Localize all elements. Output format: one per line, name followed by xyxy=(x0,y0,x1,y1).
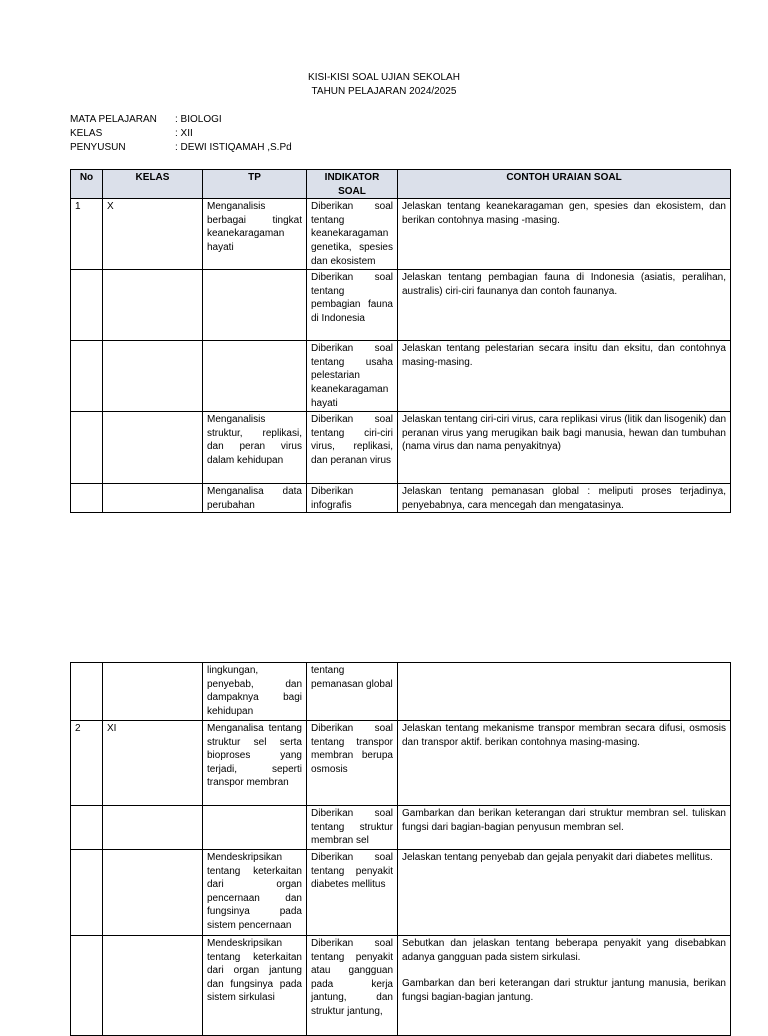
cell-tp: Menganalisis struktur, replikasi, dan peran virus dalam kehidupan xyxy=(203,412,307,484)
cell-tp: Mendeskripsikan tentang keterkaitan dari organ pencernaan dan fungsinya pada sistem pencernaan xyxy=(203,850,307,936)
table-row xyxy=(71,270,731,341)
cell-soal: Jelaskan tentang pembagian fauna di Indonesia (asiatis, peralihan, australis) ciri-ciri faunanya dan contoh faunanya. xyxy=(398,270,731,341)
cell-soal xyxy=(398,663,731,721)
cell-kelas xyxy=(103,663,203,721)
cell-tp xyxy=(203,806,307,850)
cell-soal: Jelaskan tentang pelestarian secara insitu dan eksitu, dan contohnya masing-masing. xyxy=(398,341,731,412)
cell-tp: lingkungan, penyebab, dan dampaknya bagi kehidupan xyxy=(203,663,307,721)
cell-no xyxy=(71,412,103,484)
table-header-row xyxy=(71,170,731,199)
header-tp: TP xyxy=(203,170,307,199)
meta-value: : BIOLOGI xyxy=(175,114,222,125)
cell-soal: Jelaskan tentang keanekaragaman gen, spesies dan ekosistem, dan berikan contohnya masing -masing. xyxy=(398,199,731,270)
table-row xyxy=(71,850,731,936)
header-indikator: INDIKATOR SOAL xyxy=(307,170,398,199)
cell-kelas xyxy=(103,412,203,484)
meta-subject xyxy=(70,113,470,127)
cell-no: 2 xyxy=(71,721,103,806)
meta-author xyxy=(70,141,470,155)
cell-no xyxy=(71,270,103,341)
cell-tp: Menganalisis berbagai tingkat keanekaragaman hayati xyxy=(203,199,307,270)
cell-tp xyxy=(203,341,307,412)
title-line-2: TAHUN PELAJARAN 2024/2025 xyxy=(311,86,457,97)
soal-paragraph: Sebutkan dan jelaskan tentang beberapa penyakit yang disebabkan adanya gangguan pada sistem sirkulasi. xyxy=(402,938,726,963)
table-row xyxy=(71,412,731,484)
cell-kelas: X xyxy=(103,199,203,270)
cell-soal: Gambarkan dan berikan keterangan dari struktur membran sel. tuliskan fungsi dari bagian-bagian penyusun membran sel. xyxy=(398,806,731,850)
cell-kelas xyxy=(103,850,203,936)
cell-tp: Mendeskripsikan tentang keterkaitan dari organ jantung dan fungsinya pada sistem sirkulasi xyxy=(203,936,307,1036)
table-row xyxy=(71,341,731,412)
cell-no xyxy=(71,341,103,412)
header-contoh-soal: CONTOH URAIAN SOAL xyxy=(398,170,731,199)
cell-indikator: Diberikan soal tentang transpor membran berupa osmosis xyxy=(307,721,398,806)
cell-no xyxy=(71,936,103,1036)
title-line-1: KISI-KISI SOAL UJIAN SEKOLAH xyxy=(308,72,460,83)
meta-value: : XII xyxy=(175,128,193,139)
cell-indikator: Diberikan soal tentang penyakit atau gangguan pada kerja jantung, dan struktur jantung, xyxy=(307,936,398,1036)
meta-label: PENYUSUN xyxy=(70,142,126,153)
cell-kelas xyxy=(103,936,203,1036)
cell-no: 1 xyxy=(71,199,103,270)
cell-kelas xyxy=(103,806,203,850)
cell-indikator: tentang pemanasan global xyxy=(307,663,398,721)
cell-no xyxy=(71,663,103,721)
cell-kelas xyxy=(103,341,203,412)
cell-tp: Menganalisa tentang struktur sel serta bioproses yang terjadi, seperti transpor membran xyxy=(203,721,307,806)
meta-label: KELAS xyxy=(70,128,103,139)
cell-tp xyxy=(203,270,307,341)
cell-kelas xyxy=(103,484,203,513)
meta-value: : DEWI ISTIQAMAH ,S.Pd xyxy=(175,142,292,153)
kisi-kisi-table-page-1 xyxy=(70,169,731,513)
cell-no xyxy=(71,806,103,850)
cell-indikator: Diberikan soal tentang pembagian fauna di Indonesia xyxy=(307,270,398,341)
cell-soal: Jelaskan tentang mekanisme transpor membran secara difusi, osmosis dan transpor aktif. berikan contohnya masing-masing. xyxy=(398,721,731,806)
header-kelas: KELAS xyxy=(103,170,203,199)
header-no: No xyxy=(71,170,103,199)
cell-soal xyxy=(398,936,731,1036)
cell-kelas xyxy=(103,270,203,341)
cell-indikator: Diberikan soal tentang struktur membran sel xyxy=(307,806,398,850)
meta-class xyxy=(70,127,470,141)
table-row xyxy=(71,721,731,806)
cell-kelas: XI xyxy=(103,721,203,806)
cell-soal: Jelaskan tentang penyebab dan gejala penyakit dari diabetes mellitus. xyxy=(398,850,731,936)
cell-indikator: Diberikan soal tentang keanekaragaman genetika, spesies dan ekosistem xyxy=(307,199,398,270)
cell-tp: Menganalisa data perubahan xyxy=(203,484,307,513)
cell-no xyxy=(71,484,103,513)
cell-indikator: Diberikan soal tentang penyakit diabetes mellitus xyxy=(307,850,398,936)
table-row xyxy=(71,663,731,721)
table-row xyxy=(71,199,731,270)
cell-no xyxy=(71,850,103,936)
cell-indikator: Diberikan infografis xyxy=(307,484,398,513)
table-row xyxy=(71,936,731,1036)
kisi-kisi-table-page-2 xyxy=(70,662,731,1036)
cell-soal: Jelaskan tentang ciri-ciri virus, cara replikasi virus (litik dan lisogenik) dan peranan virus yang merugikan baik bagi manusia, hewan dan tumbuhan (nama virus dan nama penyakitnya) xyxy=(398,412,731,484)
meta-label: MATA PELAJARAN xyxy=(70,114,157,125)
cell-indikator: Diberikan soal tentang usaha pelestarian keanekaragaman hayati xyxy=(307,341,398,412)
table-row xyxy=(71,806,731,850)
cell-indikator: Diberikan soal tentang ciri-ciri virus, replikasi, dan peranan virus xyxy=(307,412,398,484)
cell-soal: Jelaskan tentang pemanasan global : meliputi proses terjadinya, penyebabnya, cara mencegah dan mengatasinya. xyxy=(398,484,731,513)
soal-paragraph: Gambarkan dan beri keterangan dari struktur jantung manusia, berikan fungsi bagian-bagian jantung. xyxy=(402,978,726,1003)
table-row xyxy=(71,484,731,513)
